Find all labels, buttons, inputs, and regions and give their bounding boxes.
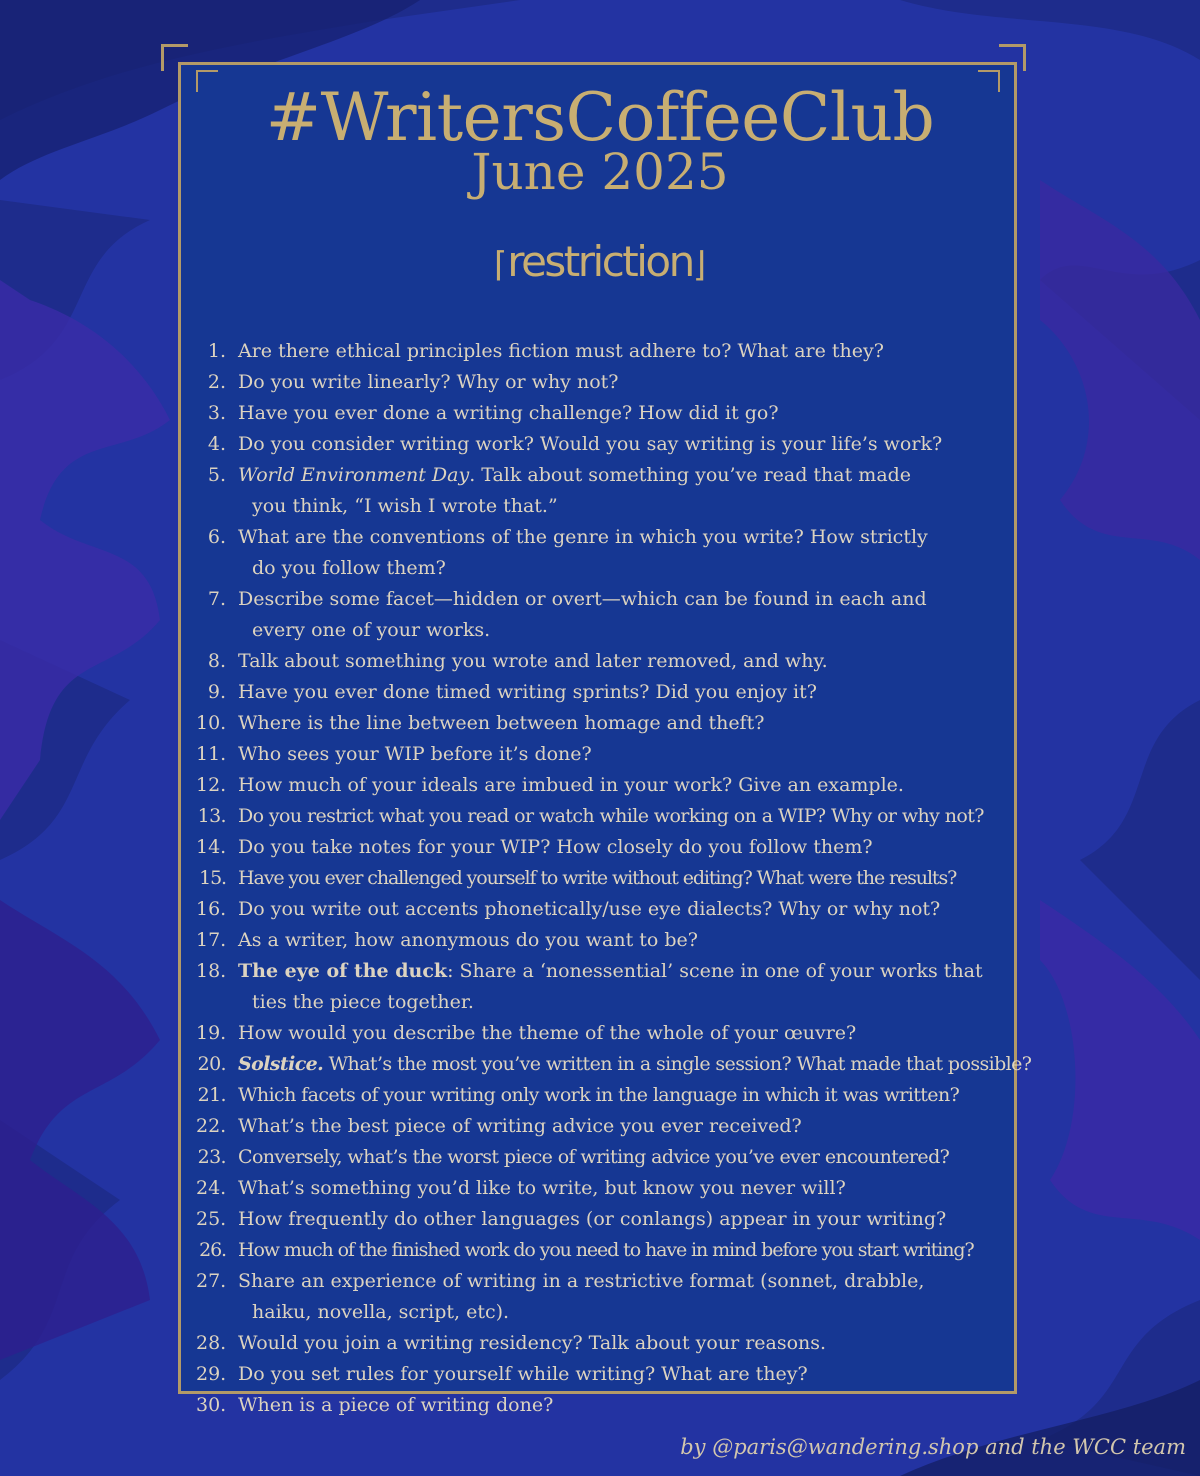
prompt-text: Have you ever done timed writing sprints? Did you enjoy it? bbox=[238, 681, 817, 703]
prompt-item bbox=[196, 708, 1016, 739]
prompt-item bbox=[196, 584, 1016, 646]
prompt-number: 28. bbox=[196, 1332, 227, 1354]
prompt-text: . Talk about something you’ve read that made bbox=[469, 464, 912, 486]
prompt-number: 11. bbox=[196, 743, 227, 765]
theme-heading bbox=[0, 232, 1200, 295]
prompt-text: As a writer, how anonymous do you want to be? bbox=[238, 929, 698, 951]
prompt-lead: World Environment Day bbox=[238, 464, 470, 486]
prompt-number: 6. bbox=[207, 526, 226, 548]
prompt-number: 13. bbox=[197, 805, 226, 827]
prompt-item bbox=[196, 1390, 1016, 1421]
prompt-number: 19. bbox=[196, 1022, 227, 1044]
prompt-number: 12. bbox=[196, 774, 227, 796]
prompt-item bbox=[196, 460, 1016, 522]
prompt-number: 2. bbox=[207, 371, 226, 393]
prompt-number: 3. bbox=[207, 402, 226, 424]
prompt-number: 18. bbox=[196, 960, 227, 982]
prompt-text: : Share a ‘nonessential’ scene in one of your works that bbox=[447, 960, 983, 982]
prompt-item bbox=[196, 1204, 1016, 1235]
prompt-text: How would you describe the theme of the whole of your œuvre? bbox=[238, 1022, 857, 1044]
prompt-text: How frequently do other languages (or conlangs) appear in your writing? bbox=[238, 1208, 947, 1230]
prompt-number: 15. bbox=[199, 867, 226, 889]
prompt-text: When is a piece of writing done? bbox=[238, 1394, 554, 1416]
prompt-text: Would you join a writing residency? Talk about your reasons. bbox=[238, 1332, 827, 1354]
prompt-item bbox=[196, 1235, 1016, 1266]
prompt-number: 24. bbox=[196, 1177, 227, 1199]
prompt-text: What’s the most you’ve written in a single session? What made that possible? bbox=[323, 1053, 1032, 1075]
prompt-item bbox=[196, 1142, 1016, 1173]
prompt-number: 7. bbox=[207, 588, 226, 610]
prompt-number: 8. bbox=[207, 650, 226, 672]
theme-word: restriction bbox=[507, 237, 693, 286]
prompt-text: Do you write linearly? Why or why not? bbox=[238, 371, 619, 393]
prompt-item bbox=[196, 801, 1016, 832]
prompt-number: 20. bbox=[197, 1053, 226, 1075]
prompt-text: Share an experience of writing in a restrictive format (sonnet, drabble, bbox=[238, 1270, 925, 1292]
prompt-number: 27. bbox=[196, 1270, 227, 1292]
prompt-lead: The eye of the duck bbox=[238, 960, 448, 982]
prompt-item bbox=[196, 1266, 1016, 1328]
prompt-text: Have you ever challenged yourself to write without editing? What were the results? bbox=[238, 867, 957, 889]
prompt-text: Talk about something you wrote and later removed, and why. bbox=[238, 650, 828, 672]
prompt-text-continued: haiku, novella, script, etc). bbox=[252, 1301, 510, 1323]
prompt-text: Do you consider writing work? Would you say writing is your life’s work? bbox=[238, 433, 943, 455]
prompt-text: Describe some facet—hidden or overt—which can be found in each and bbox=[238, 588, 927, 610]
prompt-item bbox=[196, 1049, 1032, 1080]
prompt-text: Conversely, what’s the worst piece of writing advice you’ve ever encountered? bbox=[238, 1146, 950, 1168]
prompt-item bbox=[196, 863, 1016, 894]
prompt-item bbox=[196, 336, 1016, 367]
prompt-item bbox=[196, 429, 1016, 460]
prompt-text: Where is the line between between homage and theft? bbox=[238, 712, 765, 734]
prompt-text: What’s something you’d like to write, but know you never will? bbox=[238, 1177, 846, 1199]
page-title: #WritersCoffeeClub bbox=[265, 79, 935, 156]
prompt-text: How much of your ideals are imbued in your work? Give an example. bbox=[238, 774, 904, 796]
prompt-number: 16. bbox=[196, 898, 227, 920]
prompt-number: 5. bbox=[207, 464, 226, 486]
prompt-item bbox=[196, 925, 1016, 956]
prompt-text-continued: every one of your works. bbox=[252, 619, 491, 641]
prompt-item bbox=[196, 1328, 1016, 1359]
prompt-item bbox=[196, 367, 1016, 398]
prompt-number: 9. bbox=[207, 681, 226, 703]
prompt-item bbox=[196, 956, 1016, 1018]
prompt-number: 25. bbox=[196, 1208, 227, 1230]
prompt-item bbox=[196, 894, 1016, 925]
corner-bracket-top-left bbox=[161, 44, 188, 71]
prompt-text: What’s the best piece of writing advice you ever received? bbox=[238, 1115, 802, 1137]
prompt-number: 26. bbox=[199, 1239, 226, 1261]
prompt-number: 22. bbox=[196, 1115, 227, 1137]
prompt-text: What are the conventions of the genre in which you write? How strictly bbox=[238, 526, 928, 548]
prompt-item bbox=[196, 1111, 1016, 1142]
prompt-text: Do you set rules for yourself while writing? What are they? bbox=[238, 1363, 808, 1385]
theme-bracket-open: ⌈ bbox=[493, 245, 508, 285]
prompt-number: 17. bbox=[196, 929, 227, 951]
prompt-item bbox=[196, 677, 1016, 708]
prompt-number: 10. bbox=[196, 712, 227, 734]
prompt-text-continued: do you follow them? bbox=[252, 557, 446, 579]
prompt-item bbox=[196, 739, 1016, 770]
prompt-number: 29. bbox=[196, 1363, 227, 1385]
prompt-item bbox=[196, 646, 1016, 677]
prompt-text-continued: you think, “I wish I wrote that.” bbox=[252, 495, 558, 517]
prompt-number: 30. bbox=[196, 1394, 227, 1416]
prompt-item bbox=[196, 1173, 1016, 1204]
prompt-item bbox=[196, 832, 1016, 863]
month-subtitle: June 2025 bbox=[471, 143, 729, 201]
prompt-lead: Solstice. bbox=[238, 1053, 324, 1075]
corner-bracket-top-right bbox=[999, 44, 1026, 71]
prompt-number: 4. bbox=[207, 433, 226, 455]
prompt-text: Which facets of your writing only work in the language in which it was written? bbox=[238, 1084, 960, 1106]
prompt-number: 21. bbox=[197, 1084, 226, 1106]
prompt-text: Do you restrict what you read or watch while working on a WIP? Why or why not? bbox=[238, 805, 984, 827]
prompt-item bbox=[196, 522, 1016, 584]
prompt-number: 1. bbox=[207, 340, 226, 362]
prompt-list bbox=[196, 336, 1032, 1421]
prompt-number: 23. bbox=[197, 1146, 226, 1168]
prompt-item bbox=[196, 1359, 1016, 1390]
prompt-text: Do you take notes for your WIP? How closely do you follow them? bbox=[238, 836, 873, 858]
prompt-item bbox=[196, 1080, 1016, 1111]
prompt-item bbox=[196, 770, 1016, 801]
prompt-text-continued: ties the piece together. bbox=[252, 991, 474, 1013]
prompt-item bbox=[196, 398, 1016, 429]
prompt-text: Do you write out accents phonetically/use eye dialects? Why or why not? bbox=[238, 898, 941, 920]
prompt-text: Are there ethical principles fiction must adhere to? What are they? bbox=[238, 340, 884, 362]
prompt-item bbox=[196, 1018, 1016, 1049]
credit-line: by @paris@wandering.shop and the WCC team bbox=[680, 1435, 1186, 1459]
prompt-number: 14. bbox=[196, 836, 227, 858]
prompt-text: Who sees your WIP before it’s done? bbox=[238, 743, 592, 765]
prompt-text: Have you ever done a writing challenge? How did it go? bbox=[238, 402, 779, 424]
theme-bracket-close: ⌋ bbox=[692, 245, 707, 285]
prompt-text: How much of the finished work do you need to have in mind before you start writing? bbox=[238, 1239, 974, 1261]
